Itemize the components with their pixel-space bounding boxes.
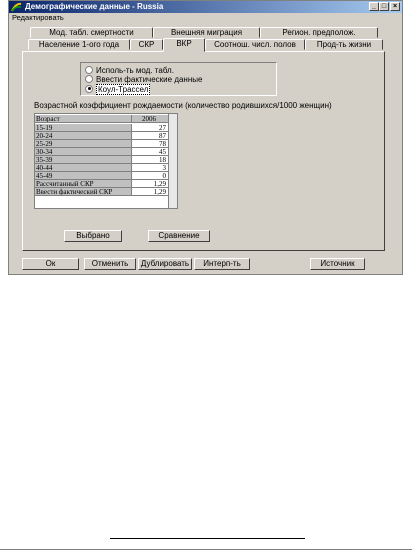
tab-tfr[interactable]: СКР: [130, 39, 163, 50]
table-row: 20-24 87: [35, 132, 169, 140]
fertility-table: [34, 113, 178, 209]
table-header: [35, 115, 169, 123]
menu-edit[interactable]: Редактировать: [12, 13, 64, 22]
footnote-divider: [110, 538, 305, 539]
tab-external-migration[interactable]: Внешняя миграция: [153, 27, 260, 38]
table-row: 35-39 18: [35, 156, 169, 164]
tab-sex-ratio[interactable]: Соотнош. числ. полов: [205, 39, 305, 50]
table-row: 45-49 0: [35, 172, 169, 180]
table-row: Ввести фактический СКР 1,29: [35, 188, 169, 196]
header-year: 2006: [132, 115, 169, 123]
option-actual-data[interactable]: Ввести фактические данные: [85, 75, 202, 85]
option-model-table[interactable]: Исполь-ть мод. табл.: [85, 66, 174, 76]
table-caption: Возрастной коэффициент рождаемости (количество родившихся/1000 женщин): [34, 101, 332, 110]
menu-bar: [9, 13, 402, 23]
radio-icon: [85, 75, 93, 83]
title-bar: [9, 1, 402, 13]
option-coale-trussell[interactable]: Коул-Трассел: [85, 85, 150, 95]
maximize-button[interactable]: □: [379, 2, 389, 11]
table-row: Рассчитанный СКР 1,29: [35, 180, 169, 188]
header-age: Возраст: [35, 115, 132, 123]
table-row: 40-44 3: [35, 164, 169, 172]
tab-population-first-year[interactable]: Население 1-ого года: [28, 39, 130, 50]
window-title: Демографические данные - Russia: [25, 2, 164, 11]
minimize-button[interactable]: _: [369, 2, 379, 11]
radio-selected-icon: [85, 85, 93, 93]
interpolate-button[interactable]: Интерп-ть: [194, 258, 250, 270]
table-row: 15-19 27: [35, 124, 169, 132]
tab-regional-assumptions[interactable]: Регион. предполож.: [260, 27, 378, 38]
source-button[interactable]: Источник: [310, 258, 365, 270]
page-bottom-rule: [0, 549, 412, 550]
compare-button[interactable]: Сравнение: [148, 230, 210, 242]
table-scrollbar[interactable]: [168, 114, 177, 208]
tab-model-mortality[interactable]: Мод. табл. смертности: [30, 27, 153, 38]
radio-icon: [85, 66, 93, 74]
cancel-button[interactable]: Отменить: [84, 258, 136, 270]
table-row: 25-29 78: [35, 140, 169, 148]
app-icon: [11, 2, 22, 12]
duplicate-button[interactable]: Дублировать: [138, 258, 192, 270]
table-row: 30-34 45: [35, 148, 169, 156]
tab-asfr[interactable]: ВКР: [163, 38, 205, 52]
close-button[interactable]: ×: [390, 2, 400, 11]
selected-button[interactable]: Выбрано: [64, 230, 122, 242]
ok-button[interactable]: Ок: [22, 258, 79, 270]
input-method-group: [80, 62, 277, 96]
tab-life-expectancy[interactable]: Прод-ть жизни: [305, 39, 383, 50]
